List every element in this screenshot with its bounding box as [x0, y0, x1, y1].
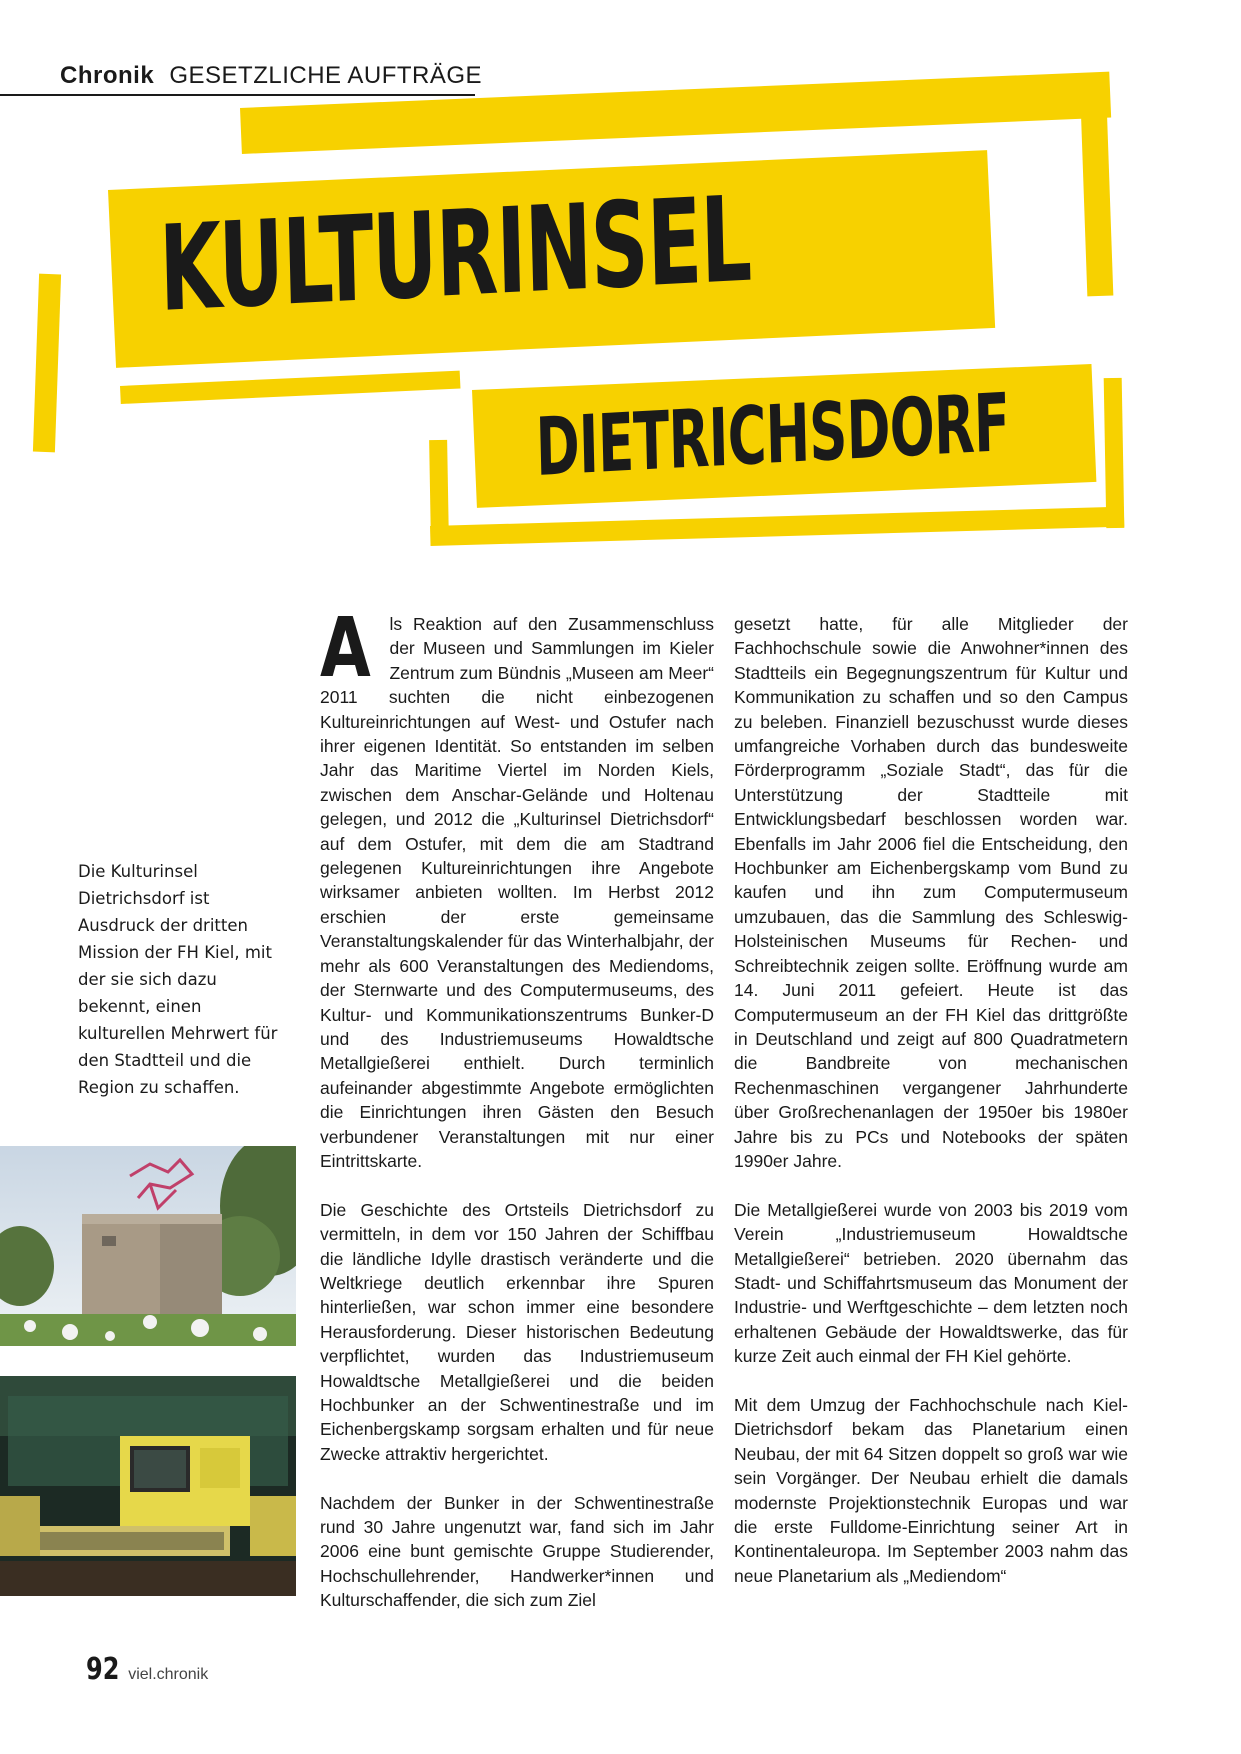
- article-column-2: [734, 612, 1128, 1613]
- section-header: [60, 62, 482, 90]
- paragraph: Die Geschichte des Ortsteils Dietrichsdorf zu vermitteln, in dem vor 150 Jahren der Schiffbau die ländliche Idylle drastisch veränderte und die Weltkriege deutlich erkennbar ihre Spuren hinterließen, war schon immer eine besondere Herausforderung. Dieser historischen Bedeutung verpflichtet, wurden das Industriemuseum Howaldtsche Metallgießerei und die beiden Hochbunker an der Schwentinestraße und im Eichenbergskamp sorgsam erhalten und für neue Zwecke attraktiv hergerichtet.: [320, 1199, 714, 1464]
- paragraph: gesetzt hatte, für alle Mitglieder der Fachhochschule sowie die Anwohner*innen des Stadtteils ein Begegnungszentrum für Kultur und Kommunikation zu schaffen und so den Campus zu beleben. Finanziell bezuschusst wurde dieses umfangreiche Vorhaben durch das bundesweite Förderprogramm „Soziale Stadt“, das für die Unterstützung der Stadtteile mit Entwicklungsbedarf beschlossen worden war. Ebenfalls im Jahr 2006 fiel die Entscheidung, den Hochbunker am Eichenbergskamp vom Bund zu kaufen und ihn zum Computermuseum umzubauen, das die Sammlung des Schleswig-Holsteinischen Museums für Rechen- und Schreibtechnik zeigen sollte. Eröffnung wurde am 14. Juni 2011 gefeiert. Heute ist das Computermuseum an der FH Kiel das drittgrößte in Deutschland und zeigt auf 800 Quadratmetern die Bandbreite von mechanischen Rechenmaschinen vergangener Jahrhunderte über Großrechenanlagen der 1950er bis 1980er Jahre bis zu PCs und Notebooks der späten 1990er Jahre.: [734, 614, 1128, 1171]
- title-line-1: KULTURINSEL: [157, 169, 752, 338]
- photo-computer-museum: [0, 1376, 296, 1596]
- computer-museum-image: [0, 1376, 296, 1596]
- header-section-title: GESETZLICHE AUFTRÄGE: [169, 62, 483, 89]
- yellow-bar-right-secondary: [1104, 378, 1125, 528]
- yellow-bar-left-secondary: [429, 440, 449, 540]
- drop-cap: A: [320, 601, 371, 696]
- yellow-bar-right-vertical: [1081, 104, 1114, 297]
- page-number: 92: [86, 1652, 120, 1687]
- paragraph: Nachdem der Bunker in der Schwentinestraße rund 30 Jahre ungenutzt war, fand sich im Jahr 2006 eine bunt gemischte Gruppe Studierender, Hochschullehrender, Handwerker*innen und Kulturschaffender, die sich zum Ziel: [320, 1492, 714, 1611]
- article-column-1: [320, 601, 714, 1637]
- bunker-image: [0, 1146, 296, 1346]
- footer-brand: viel.chronik: [128, 1666, 209, 1683]
- paragraph: A ls Reaktion auf den Zusammenschluss der Museen und Sammlungen im Kieler Zentrum zum Bündnis „Museen am Meer“ 2011 suchten die nicht einbezogenen Kultureinrichtungen auf West- und Ostufer nach ihrer eigenen Identität. So entstanden im selben Jahr das Maritime Viertel im Norden Kiels, zwischen dem Anschar-Gelände und Holtenau gelegen, und 2012 die „Kulturinsel Dietrichsdorf“ auf dem Ostufer, mit dem die am Stadtrand gelegenen Kultureinrichtungen ihre Angebote wirksamer anbieten wollten. Im Herbst 2012 erschien der erste gemeinsame Veranstaltungskalender für das Winterhalbjahr, der mehr als 600 Veranstaltungen des Mediendoms, der Sternwarte und des Computermuseums, des Kultur- und Kommunikationszentrums Bunker-D und des Industriemuseums Howaldtsche Metallgießerei enthielt. Durch terminlich aufeinander abgestimmte Angebote ermöglichten die Einrichtungen ihren Gästen den Besuch verbundener Veranstaltungen mit nur einer Eintrittskarte.: [320, 601, 714, 1171]
- yellow-bar-bottom: [430, 507, 1124, 546]
- header-chronik: Chronik: [60, 62, 155, 89]
- paragraph: Mit dem Umzug der Fachhochschule nach Kiel-Dietrichsdorf bekam das Planetarium einen Neubau, der mit 64 Sitzen doppelt so groß war wie sein Vorgänger. Der Neubau erhielt die damals modernste Projektionstechnik Europas und war die erste Fulldome-Einrichtung seiner Art in Kontinentaleuropa. Im September 2003 nahm das neue Planetarium als „Mediendom“: [734, 1394, 1128, 1586]
- page-footer: [86, 1652, 208, 1687]
- title-line-2: DIETRICHSDORF: [534, 375, 1011, 494]
- header-rule: [0, 94, 475, 96]
- yellow-bar-left: [33, 274, 61, 453]
- yellow-bar-middle: [120, 371, 460, 404]
- photo-bunker: [0, 1146, 296, 1346]
- paragraph: Die Metallgießerei wurde von 2003 bis 2019 vom Verein „Industriemuseum Howaldtsche Metallgießerei“ betrieben. 2020 übernahm das Stadt- und Schiffahrtsmuseum das Monument der Industrie- und Werftgeschichte – dem letzten noch erhaltenen Gebäude der Howaldtswerke, das für kurze Zeit auch einmal der FH Kiel gehörte.: [734, 1199, 1128, 1367]
- sidebar-quote: Die Kulturinsel Dietrichsdorf ist Ausdruck der dritten Mission der FH Kiel, mit der sie sich dazu bekennt, einen kulturellen Mehrwert für den Stadtteil und die Region zu schaffen.: [78, 862, 278, 1097]
